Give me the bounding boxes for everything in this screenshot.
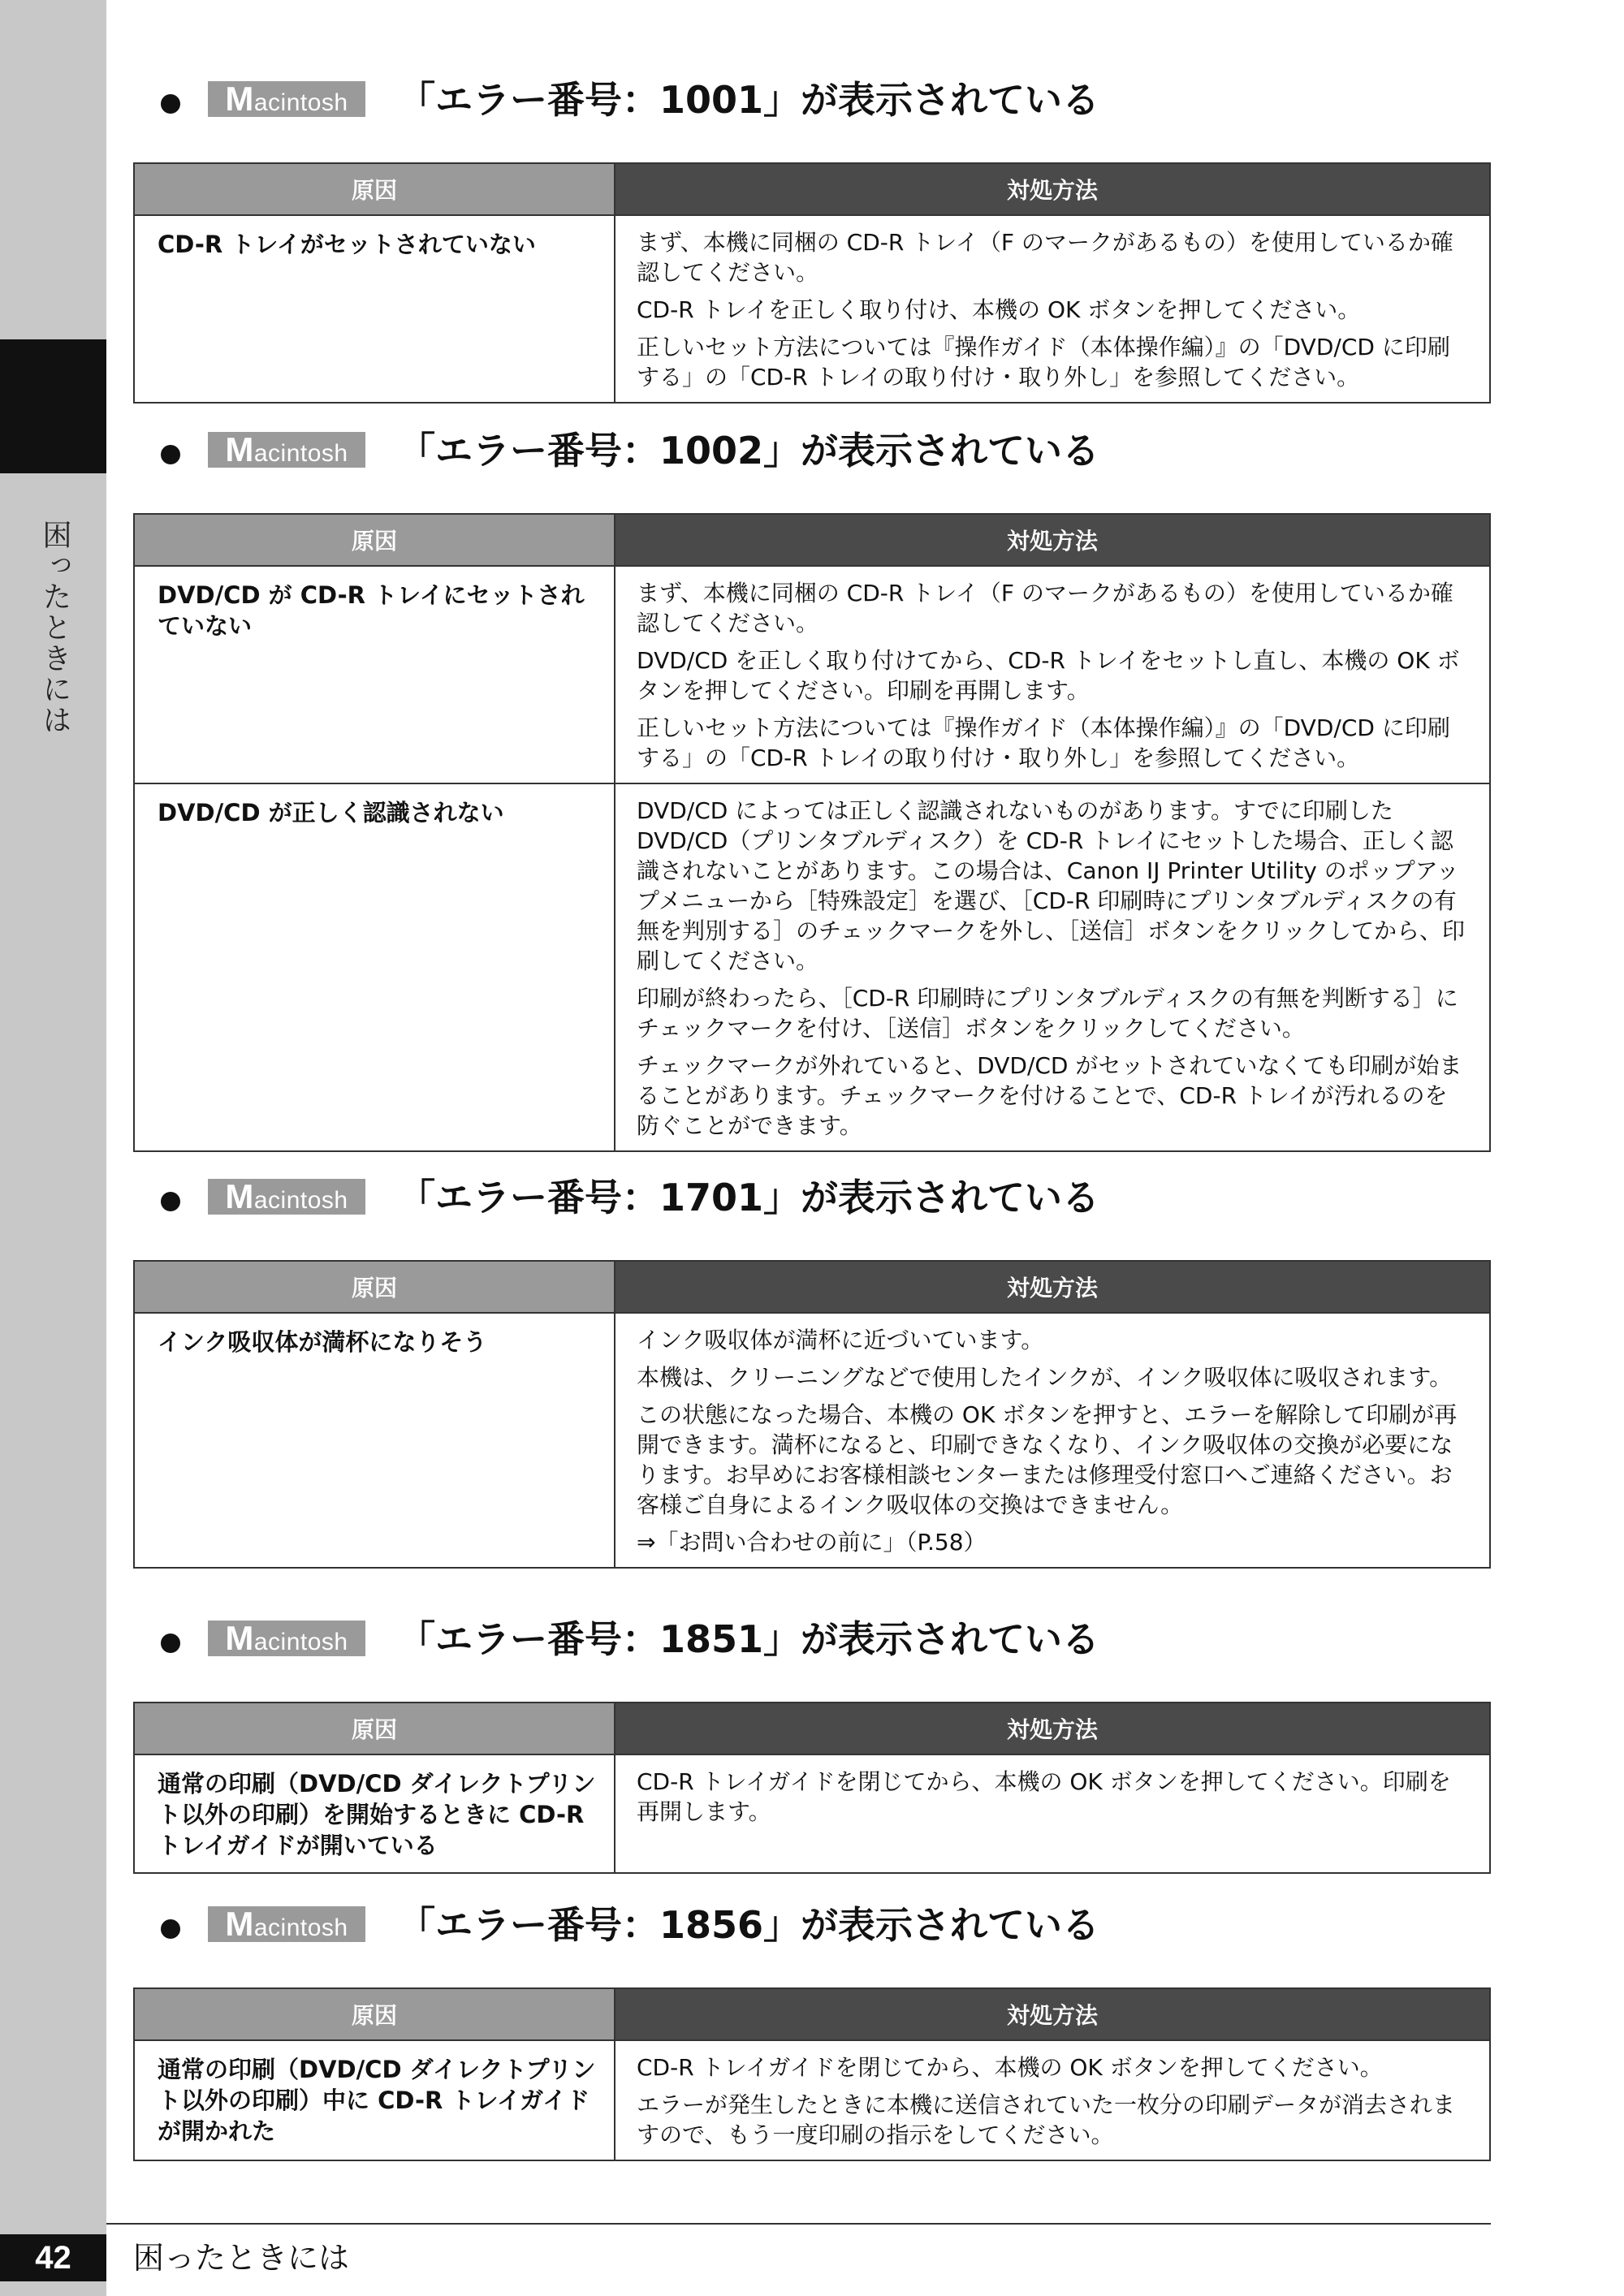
cause-cell: DVD/CD が CD-R トレイにセットされていない bbox=[134, 566, 615, 783]
error-section bbox=[133, 422, 1491, 1139]
section-title: 「エラー番号：1001」が表示されている bbox=[398, 78, 1100, 122]
action-header: 対処方法 bbox=[615, 1988, 1490, 2040]
action-paragraph: 正しいセット方法については『操作ガイド（本体操作編）』の「DVD/CD に印刷する」の「CD-R トレイの取り付け・取り外し」を参照してください。 bbox=[637, 334, 1450, 391]
cause-cell: 通常の印刷（DVD/CD ダイレクトプリント以外の印刷）を開始するときに CD-R トレイガイドが開いている bbox=[134, 1754, 615, 1873]
error-section bbox=[133, 71, 1491, 391]
cause-cell: CD-R トレイがセットされていない bbox=[134, 215, 615, 403]
badge-first-letter: M bbox=[225, 430, 254, 468]
action-paragraph: CD-R トレイガイドを閉じてから、本機の OK ボタンを押してください。 bbox=[637, 2054, 1383, 2081]
macintosh-badge-icon bbox=[208, 1179, 365, 1215]
chapter-label: 困ったときには bbox=[38, 520, 71, 736]
footer-divider bbox=[106, 2223, 1491, 2225]
cause-cell: 通常の印刷（DVD/CD ダイレクトプリント以外の印刷）中に CD-R トレイガイドが開かれた bbox=[134, 2040, 615, 2160]
section-title: 「エラー番号：1701」が表示されている bbox=[398, 1176, 1100, 1219]
table-header-row bbox=[134, 163, 1490, 215]
action-paragraph: チェックマークが外れていると、DVD/CD がセットされていなくても印刷が始まることがあります。チェックマークを付けることで、CD-R トレイが汚れるのを防ぐことができます。 bbox=[637, 1052, 1462, 1139]
cause-header: 原因 bbox=[134, 1703, 615, 1754]
cause-cell: インク吸収体が満杯になりそう bbox=[134, 1313, 615, 1568]
table-header-row bbox=[134, 1988, 1490, 2040]
table-row bbox=[134, 783, 1490, 1151]
error-table bbox=[133, 1260, 1491, 1569]
action-cell bbox=[615, 1754, 1490, 1873]
cause-header: 原因 bbox=[134, 1988, 615, 2040]
action-header: 対処方法 bbox=[615, 1261, 1490, 1313]
macintosh-badge-icon bbox=[208, 81, 365, 117]
error-table bbox=[133, 1987, 1491, 2161]
badge-rest: acintosh bbox=[253, 1187, 348, 1214]
cause-header: 原因 bbox=[134, 514, 615, 566]
bullet-icon bbox=[161, 1634, 180, 1653]
action-cell bbox=[615, 2040, 1490, 2160]
bullet-icon bbox=[161, 1919, 180, 1939]
badge-rest: acintosh bbox=[253, 440, 348, 467]
action-paragraph: エラーが発生したときに本機に送信されていた一枚分の印刷データが消去されますので、もう一度印刷の指示をしてください。 bbox=[637, 2091, 1456, 2148]
action-header: 対処方法 bbox=[615, 1703, 1490, 1754]
badge-rest: acintosh bbox=[253, 89, 348, 116]
section-heading bbox=[133, 1897, 1491, 1962]
cause-cell: DVD/CD が正しく認識されない bbox=[134, 783, 615, 1151]
error-section bbox=[133, 1897, 1491, 2148]
table-row bbox=[134, 1313, 1490, 1568]
action-paragraph: まず、本機に同梱の CD-R トレイ（F のマークがあるもの）を使用しているか確認してください。 bbox=[637, 229, 1453, 286]
section-heading bbox=[133, 71, 1491, 136]
action-paragraph: 正しいセット方法については『操作ガイド（本体操作編）』の「DVD/CD に印刷する」の「CD-R トレイの取り付け・取り外し」を参照してください。 bbox=[637, 714, 1450, 771]
macintosh-badge-icon bbox=[208, 432, 365, 468]
table-row bbox=[134, 1754, 1490, 1873]
action-header: 対処方法 bbox=[615, 514, 1490, 566]
error-table bbox=[133, 513, 1491, 1152]
section-title: 「エラー番号：1851」が表示されている bbox=[398, 1617, 1100, 1661]
action-cell bbox=[615, 215, 1490, 403]
error-table bbox=[133, 162, 1491, 404]
section-heading bbox=[133, 1611, 1491, 1676]
error-table bbox=[133, 1702, 1491, 1874]
action-paragraph: 本機は、クリーニングなどで使用したインクが、インク吸収体に吸収されます。 bbox=[637, 1364, 1453, 1391]
action-paragraph: CD-R トレイを正しく取り付け、本機の OK ボタンを押してください。 bbox=[637, 296, 1361, 323]
action-paragraph: この状態になった場合、本機の OK ボタンを押すと、エラーを解除して印刷が再開できます。満杯になると、印刷できなくなり、インク吸収体の交換が必要になります。お早めにお客様相談センターまたは修理受付窓口へご連絡ください。お客様ご自身によるインク吸収体の交換はできません。 bbox=[637, 1401, 1458, 1518]
cause-header: 原因 bbox=[134, 163, 615, 215]
footer-chapter-label: 困ったときには bbox=[133, 2240, 350, 2276]
action-paragraph: DVD/CD を正しく取り付けてから、CD-R トレイをセットし直し、本機の OK ボタンを押してください。印刷を再開します。 bbox=[637, 647, 1460, 704]
table-row bbox=[134, 215, 1490, 403]
badge-first-letter: M bbox=[225, 80, 254, 118]
badge-rest: acintosh bbox=[253, 1629, 348, 1655]
section-heading bbox=[133, 1169, 1491, 1234]
macintosh-badge-icon bbox=[208, 1906, 365, 1942]
section-title: 「エラー番号：1856」が表示されている bbox=[398, 1903, 1100, 1947]
badge-first-letter: M bbox=[225, 1177, 254, 1215]
table-row bbox=[134, 566, 1490, 783]
bullet-icon bbox=[161, 1192, 180, 1211]
cause-header: 原因 bbox=[134, 1261, 615, 1313]
action-paragraph: まず、本機に同梱の CD-R トレイ（F のマークがあるもの）を使用しているか確認してください。 bbox=[637, 580, 1453, 637]
table-header-row bbox=[134, 514, 1490, 566]
badge-first-letter: M bbox=[225, 1905, 254, 1943]
section-title: 「エラー番号：1002」が表示されている bbox=[398, 429, 1100, 473]
table-header-row bbox=[134, 1703, 1490, 1754]
badge-first-letter: M bbox=[225, 1619, 254, 1657]
table-header-row bbox=[134, 1261, 1490, 1313]
page-number: 42 bbox=[0, 2234, 106, 2281]
action-cell bbox=[615, 566, 1490, 783]
action-header: 対処方法 bbox=[615, 163, 1490, 215]
error-section bbox=[133, 1611, 1491, 1859]
action-paragraph: 印刷が終わったら、［CD-R 印刷時にプリンタブルディスクの有無を判断する］にチェックマークを付け、［送信］ボタンをクリックしてください。 bbox=[637, 985, 1458, 1042]
action-paragraph: インク吸収体が満杯に近づいています。 bbox=[637, 1327, 1044, 1353]
action-paragraph: DVD/CD によっては正しく認識されないものがあります。すでに印刷した DVD/CD（プリンタブルディスク）を CD-R トレイにセットした場合、正しく認識されないことがあります。この場合は、Canon IJ Printer Utility のポップアップメニューから［特殊設定］を選び、［CD-R 印刷時にプリンタブルディスクの有無を判別する］のチェックマークを外し、［送信］ボタンをクリックしてから、印刷してください。 bbox=[637, 797, 1466, 974]
action-paragraph: ⇒「お問い合わせの前に」（P.58） bbox=[637, 1529, 987, 1556]
action-cell bbox=[615, 783, 1490, 1151]
bullet-icon bbox=[161, 94, 180, 114]
action-cell bbox=[615, 1313, 1490, 1568]
macintosh-badge-icon bbox=[208, 1621, 365, 1656]
chapter-tab-marker bbox=[0, 339, 106, 473]
action-paragraph: CD-R トレイガイドを閉じてから、本機の OK ボタンを押してください。印刷を再開します。 bbox=[637, 1768, 1451, 1825]
bullet-icon bbox=[161, 445, 180, 464]
table-row bbox=[134, 2040, 1490, 2160]
error-section bbox=[133, 1169, 1491, 1556]
badge-rest: acintosh bbox=[253, 1914, 348, 1941]
section-heading bbox=[133, 422, 1491, 487]
